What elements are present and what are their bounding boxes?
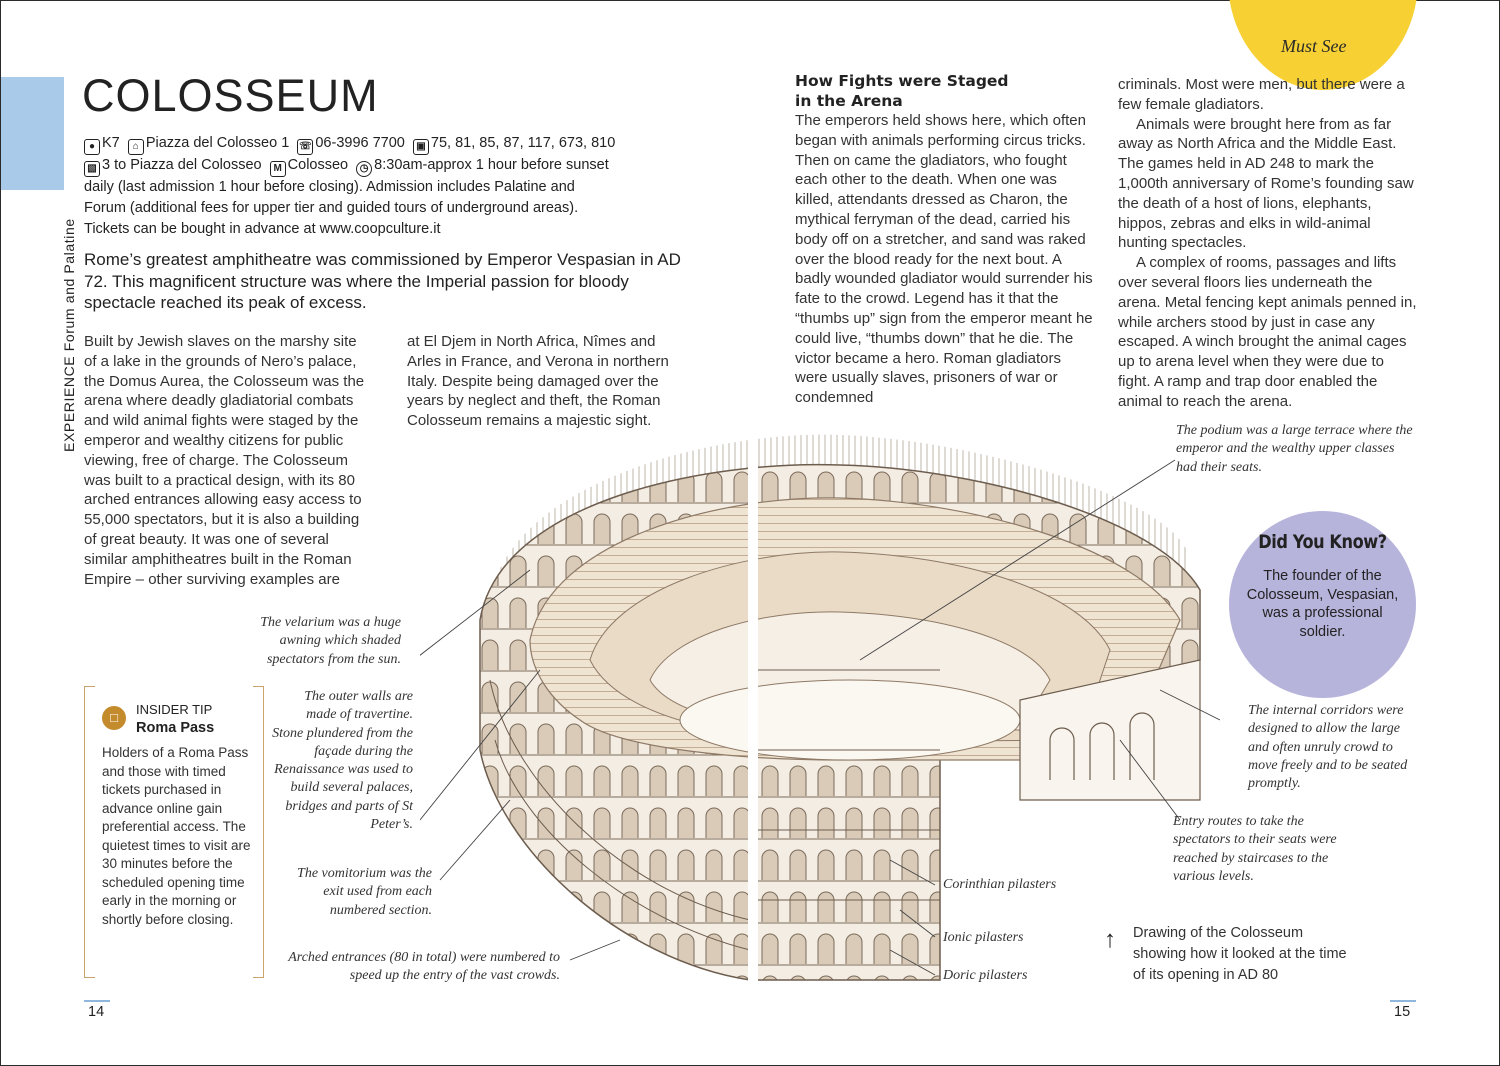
map-ref: K7	[102, 135, 120, 151]
body-column-4	[1118, 75, 1418, 412]
section-area: Forum and Palatine	[61, 218, 77, 352]
insider-tip-box	[84, 686, 264, 976]
caption-podium: The podium was a large terrace where the emperor and the wealthy upper classes had their seats.	[1176, 423, 1413, 475]
page-number-bar-right	[1390, 1000, 1416, 1002]
admission-line: daily (last admission 1 hour before closing). Admission includes Palatine and	[84, 179, 575, 195]
section-color-tab	[1, 77, 64, 190]
tip-text: Holders of a Roma Pass and those with timed tickets purchased in advance online gain preferential access. The quietest times to visit are 30 minutes before the scheduled opening time early in the morning or shortly before closing.	[102, 745, 251, 927]
section-experience: EXPERIENCE	[61, 355, 77, 452]
tram-icon: ▧	[84, 161, 100, 177]
subheading-fights: How Fights were Staged in the Arena	[795, 72, 1009, 110]
tip-bracket-left	[84, 686, 95, 978]
metro-stop: Colosseo	[287, 157, 349, 173]
page-number-right: 15	[1394, 1004, 1411, 1020]
opening-hours: 8:30am-approx 1 hour before sunset	[374, 157, 609, 173]
page-number-bar-left	[84, 1000, 110, 1002]
caption-internal-corridors: The internal corridors were designed to allow the large and often unruly crowd to move freely and to be seated promptly.	[1248, 703, 1408, 792]
address-icon: ⌂	[128, 139, 144, 155]
did-you-know-text: The founder of the Colosseum, Vespasian, was a professional soldier.	[1246, 568, 1399, 640]
caption-entry-routes: Entry routes to take the spectators to their seats were reached by staircases to the various levels.	[1173, 814, 1337, 884]
page-title: COLOSSEUM	[82, 70, 379, 121]
bus-icon: ▣	[413, 139, 429, 155]
caption-ionic: Ionic pilasters	[943, 930, 1024, 945]
tip-bracket-right	[253, 686, 264, 978]
address: Piazza del Colosseo 1	[145, 135, 290, 151]
colosseum-illustration	[420, 420, 1220, 1000]
tickets-line: Tickets can be bought in advance at www.coopculture.it	[84, 221, 441, 237]
phone: 06-3996 7700	[315, 135, 405, 151]
body-column-1	[84, 332, 372, 589]
clock-icon: ◷	[356, 161, 372, 177]
phone-icon: ☏	[297, 139, 313, 155]
tip-label: INSIDER TIP	[136, 702, 213, 717]
bus-routes: 75, 81, 85, 87, 117, 673, 810	[430, 135, 616, 151]
must-see-label: Must See	[1281, 36, 1347, 56]
tram-route: 3 to Piazza del Colosseo	[102, 157, 262, 173]
practical-info	[84, 133, 704, 240]
body-text-3: The emperors held shows here, which often began with animals performing circus tricks. Then on came the gladiators, who fought each other to the death. When one was killed, attendants dressed as Charon, the mythical ferryman of the dead, carried his body off on a stretcher, and sand was raked over the blood ready for the next bout. A badly wounded gladiator would surrender his fate to the crowd. Legend has it that the “thumbs up” sign from the emperor meant he could live, “thumbs down” that he die. The victor became a hero. Roman gladiators were usually slaves, prisoners of war or condemned	[795, 112, 1093, 407]
caption-corinthian: Corinthian pilasters	[943, 877, 1057, 892]
map-pin-icon: ●	[84, 139, 100, 155]
drawing-caption: Drawing of the Colosseum showing how it looked at the time of its opening in AD 80	[1133, 925, 1347, 983]
page-gutter	[748, 430, 758, 990]
arrow-up-icon: ↑	[1104, 926, 1116, 953]
caption-outer-walls: The outer walls are made of travertine. Stone plundered from the façade during the Renaissance was used to build several palaces, bridges and parts of St Peter’s.	[272, 689, 413, 833]
body-text-2: at El Djem in North Africa, Nîmes and Arles in France, and Verona in northern Italy. Despite being damaged over the years by neglect and theft, the Roman Colosseum remains a majestic sight.	[407, 333, 669, 430]
section-label	[61, 218, 77, 452]
intro-paragraph: Rome’s greatest amphitheatre was commissioned by Emperor Vespasian in AD 72. This magnificent structure was where the Imperial passion for bloody spectacle reached its peak of excess.	[84, 250, 681, 312]
did-you-know-box	[1229, 511, 1416, 698]
fees-line: Forum (additional fees for upper tier and guided tours of underground areas).	[84, 200, 579, 216]
did-you-know-heading: Did You Know?	[1258, 531, 1387, 553]
caption-arched-entrances: Arched entrances (80 in total) were numbered to speed up the entry of the vast crowds.	[288, 950, 560, 984]
body-text-1: Built by Jewish slaves on the marshy site of a lake in the grounds of Nero’s palace, the Domus Aurea, the Colosseum was the arena where deadly gladiatorial combats and wild animal fights were staged by the emperor and wealthy citizens for public viewing, free of charge. The Colosseum was built to a practical design, with its 80 arched entrances allowing easy access to 55,000 spectators, but it is also a building of great beauty. It was one of several similar amphitheatres built in the Roman Empire – other surviving examples are	[84, 333, 365, 588]
body-text-4b: Animals were brought here from as far away as North Africa and the Middle East. The games held in AD 248 to mark the 1,000th anniversary of Rome’s founding saw the death of a host of lions, elephants, hippos, zebras and elks in wild-animal hunting spectacles.	[1118, 115, 1414, 252]
metro-icon: M	[270, 161, 286, 177]
body-column-3	[795, 72, 1095, 408]
caption-velarium: The velarium was a huge awning which shaded spectators from the sun.	[260, 615, 401, 667]
tip-title: Roma Pass	[136, 720, 215, 736]
speech-bubble-icon: □	[102, 706, 126, 730]
caption-vomitorium: The vomitorium was the exit used from each numbered section.	[297, 866, 432, 918]
caption-doric: Doric pilasters	[943, 968, 1028, 983]
body-column-2	[407, 332, 677, 431]
body-text-4c: A complex of rooms, passages and lifts over several floors lies underneath the arena. Metal fencing kept animals penned in, while archers stood by just in case any escaped. A winch brought the animal cages up to arena level when they were due to fight. A ramp and trap door enabled the animal to reach the arena.	[1118, 254, 1417, 410]
page-number-left: 14	[88, 1004, 105, 1020]
body-text-4a: criminals. Most were men, but there were a few female gladiators.	[1118, 76, 1405, 113]
